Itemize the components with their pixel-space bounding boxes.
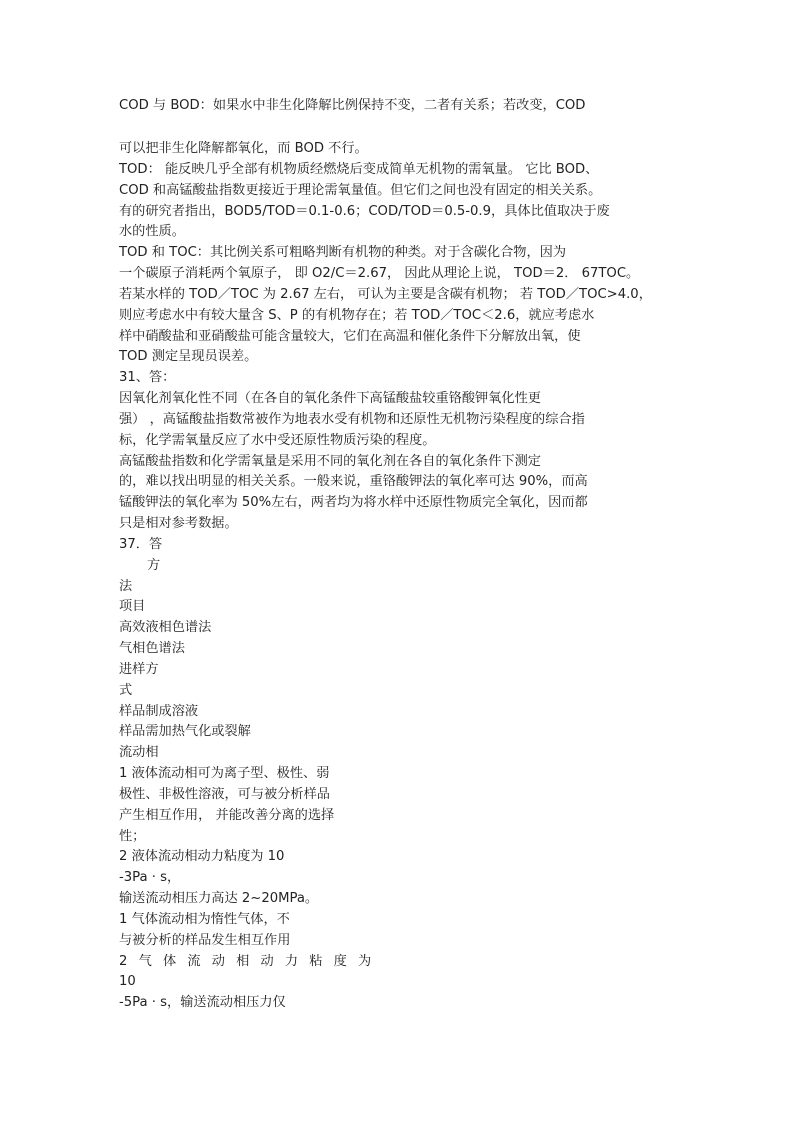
text-line: 一个碳原子消耗两个氧原子， 即 O2/C＝2.67， 因此从理论上说， TOD＝2． 67TOC。	[119, 266, 640, 281]
text-line: 37．答	[119, 537, 163, 552]
text-line: 样品制成溶液	[119, 704, 199, 719]
text-line: 进样方	[119, 662, 159, 677]
text-line: 流动相	[119, 745, 159, 760]
text-line: 产生相互作用， 并能改善分离的选择	[119, 808, 335, 823]
text-line: 31、答：	[119, 370, 176, 385]
text-line: 水的性质。	[119, 224, 185, 239]
text-line: 性；	[119, 829, 146, 844]
text-line: COD 与 BOD：如果水中非生化降解比例保持不变，二者有关系；若改变，COD	[119, 98, 586, 113]
text-line: TOD： 能反映几乎全部有机物质经燃烧后变成简单无机物的需氧量。 它比 BOD、	[119, 162, 599, 177]
text-line: 2 气 体 流 动 相 动 力 粘 度 为	[119, 954, 375, 969]
text-line: 只是相对参考数据。	[119, 516, 238, 531]
text-line: 式	[119, 683, 133, 698]
text-line: 2 液体流动相动力粘度为 10	[119, 849, 285, 864]
text-line: 气相色谱法	[119, 641, 185, 656]
text-line: 则应考虑水中有较大量含 S、P 的有机物存在；若 TOD／TOC＜2.6，就应考虑水	[119, 308, 595, 323]
text-line: 可以把非生化降解都氧化，而 BOD 不行。	[119, 141, 368, 156]
text-line: 锰酸钾法的氧化率为 50%左右，两者均为将水样中还原性物质完全氧化，因而都	[119, 495, 588, 510]
text-line: 高锰酸盐指数和化学需氧量是采用不同的氧化剂在各自的氧化条件下测定	[119, 454, 541, 469]
text-line: 高效液相色谱法	[119, 620, 212, 635]
text-line: 方	[147, 558, 161, 573]
text-line: 标，化学需氧量反应了水中受还原性物质污染的程度。	[119, 433, 436, 448]
text-line: COD 和高锰酸盐指数更接近于理论需氧量值。但它们之间也没有固定的相关关系。	[119, 183, 602, 198]
text-line: -5Pa · s，输送流动相压力仅	[119, 995, 286, 1010]
text-line: 样中硝酸盐和亚硝酸盐可能含量较大，它们在高温和催化条件下分解放出氧，使	[119, 329, 581, 344]
text-line: 若某水样的 TOD／TOC 为 2.67 左右， 可认为主要是含碳有机物； 若 TOD／TOC>4.0，	[119, 287, 652, 302]
text-line: 强） ，高锰酸盐指数常被作为地表水受有机物和还原性无机物污染程度的综合指	[119, 412, 585, 427]
text-line: 法	[119, 579, 133, 594]
text-line: TOD 测定呈现员误差。	[119, 349, 258, 364]
text-line: 输送流动相压力高达 2~20MPa。	[119, 891, 319, 906]
text-line: 极性、非极性溶液，可与被分析样品	[119, 787, 330, 802]
text-line: -3Pa · s，	[119, 870, 181, 885]
text-line: 样品需加热气化或裂解	[119, 724, 251, 739]
text-line: 有的研究者指出，BOD5/TOD＝0.1-0.6；COD/TOD＝0.5-0.9，具体比值取决于废	[119, 204, 610, 219]
text-line: 项目	[119, 599, 146, 614]
text-line: 10	[119, 974, 136, 989]
text-line: 1 气体流动相为惰性气体，不	[119, 912, 290, 927]
text-line: 1 液体流动相可为离子型、极性、弱	[119, 766, 330, 781]
text-line: TOD 和 TOC：其比例关系可粗略判断有机物的种类。对于含碳化合物，因为	[119, 245, 567, 260]
text-line: 因氧化剂氧化性不同（在各自的氧化条件下高锰酸盐较重铬酸钾氧化性更	[119, 391, 541, 406]
text-line: 与被分析的样品发生相互作用	[119, 933, 291, 948]
text-line: 的，难以找出明显的相关关系。一般来说，重铬酸钾法的氧化率可达 90%，而高	[119, 474, 588, 489]
